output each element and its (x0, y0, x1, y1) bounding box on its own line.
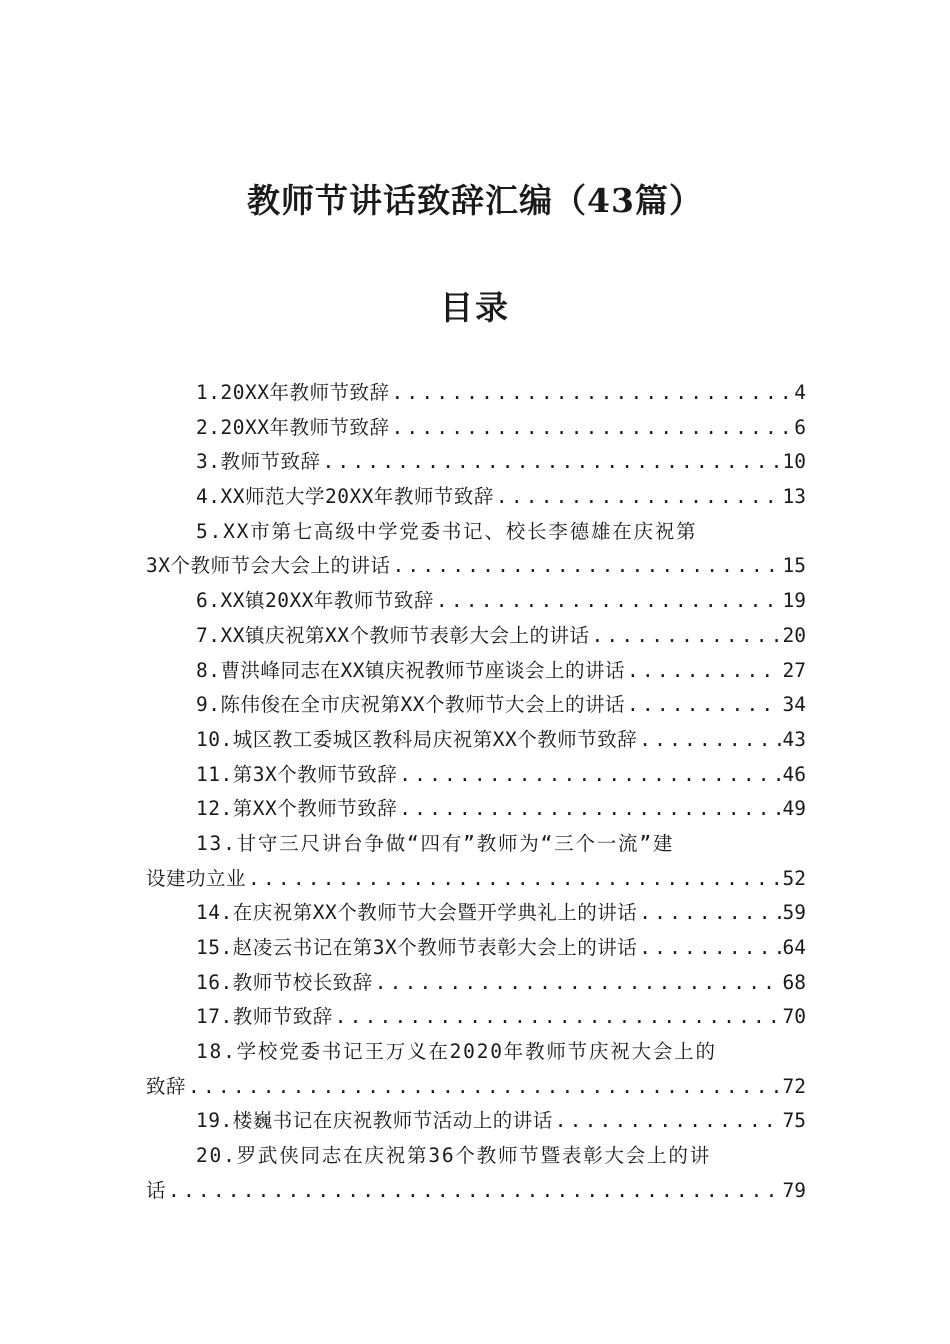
toc-entry[interactable] (146, 1035, 806, 1104)
toc-entry-line (146, 549, 806, 584)
toc-entry-line (146, 480, 806, 515)
toc-leader-dots (389, 411, 792, 446)
toc-entry-title: 10.城区教工委城区教科局庆祝第XX个教师节致辞 (196, 727, 638, 751)
toc-entry-line (146, 445, 806, 480)
toc-leader-dots (434, 584, 781, 619)
toc-leader-dots (637, 723, 780, 758)
toc-entry-title: 16.教师节校长致辞 (196, 970, 373, 994)
toc-entry[interactable] (146, 966, 806, 1001)
toc-page-number: 72 (782, 1074, 806, 1098)
toc-page-number: 19 (782, 589, 806, 613)
toc-entry-title: 3.教师节致辞 (196, 450, 321, 474)
toc-entry-title: 8.曹洪峰同志在XX镇庆祝教师节座谈会上的讲话 (196, 658, 625, 682)
document-title: 教师节讲话致辞汇编（43篇） (247, 181, 703, 220)
toc-leader-dots (373, 966, 781, 1001)
toc-entry[interactable] (146, 758, 806, 793)
toc-entry-title: 话 (146, 1178, 167, 1202)
toc-entry[interactable] (146, 411, 806, 446)
toc-entry[interactable] (146, 688, 806, 723)
toc-entry-line (146, 376, 806, 411)
toc-entry-line (146, 584, 806, 619)
toc-entry-title: 14.在庆祝第XX个教师节大会暨开学典礼上的讲话 (196, 901, 638, 925)
toc-entry-line (146, 723, 806, 758)
toc-entry-title: 2.20XX年教师节致辞 (196, 415, 390, 439)
toc-entry-title: 1.20XX年教师节致辞 (196, 381, 390, 404)
toc-page-number: 79 (782, 1178, 806, 1202)
toc-entry-line (146, 1104, 806, 1139)
toc-page-number: 70 (782, 1005, 806, 1029)
toc-entry[interactable] (146, 1139, 806, 1208)
toc-entry-title: 15.赵凌云书记在第3X个教师节表彰大会上的讲话 (196, 936, 638, 959)
toc-entry-title: 3X个教师节会大会上的讲话 (146, 554, 391, 578)
toc-leader-dots (625, 654, 781, 689)
toc-page-number: 46 (782, 762, 806, 786)
toc-page-number: 64 (782, 936, 806, 959)
toc-page-number: 52 (782, 866, 806, 890)
toc-entry-line (146, 411, 806, 446)
toc-entry[interactable] (146, 376, 806, 411)
toc-page-number: 15 (782, 554, 806, 578)
table-of-contents (146, 376, 806, 1209)
toc-entry-line (146, 654, 806, 689)
toc-leader-dots (625, 688, 781, 723)
toc-page-number: 75 (782, 1109, 806, 1133)
toc-entry[interactable] (146, 1000, 806, 1035)
toc-entry-line (146, 688, 806, 723)
toc-entry-title: 设建功立业 (146, 866, 247, 890)
toc-entry[interactable] (146, 792, 806, 827)
toc-entry-title: 12.第XX个教师节致辞 (196, 797, 398, 821)
toc-entry[interactable] (146, 931, 806, 966)
toc-leader-dots (333, 1000, 781, 1035)
toc-entry[interactable] (146, 723, 806, 758)
toc-entry[interactable] (146, 1104, 806, 1139)
toc-page-number: 68 (782, 970, 806, 994)
toc-entry[interactable] (146, 619, 806, 654)
toc-entry-line (146, 515, 806, 550)
toc-leader-dots (589, 619, 780, 654)
toc-leader-dots (397, 792, 780, 827)
toc-entry-title: 13.甘守三尺讲台争做“四有”教师为“三个一流”建 (196, 831, 675, 855)
toc-page-number: 27 (782, 658, 806, 682)
toc-entry-line (146, 758, 806, 793)
toc-entry[interactable] (146, 515, 806, 584)
toc-leader-dots (389, 376, 792, 411)
toc-page-number: 43 (782, 727, 806, 751)
toc-page-number: 13 (782, 485, 806, 509)
toc-entry-title: 20.罗武侠同志在庆祝第36个教师节暨表彰大会上的讲 (196, 1144, 711, 1168)
toc-entry-line (146, 1174, 806, 1209)
toc-entry-title: 18.学校党委书记王万义在2020年教师节庆祝大会上的 (196, 1040, 717, 1064)
toc-leader-dots (637, 931, 780, 966)
toc-leader-dots (320, 445, 780, 480)
toc-entry-title: 19.楼巍书记在庆祝教师节活动上的讲话 (196, 1109, 553, 1133)
toc-entry-title: 7.XX镇庆祝第XX个教师节表彰大会上的讲话 (196, 623, 590, 647)
toc-entry[interactable] (146, 896, 806, 931)
toc-entry-line (146, 1035, 806, 1070)
toc-entry[interactable] (146, 654, 806, 689)
toc-entry[interactable] (146, 584, 806, 619)
toc-entry-title: 5.XX市第七高级中学党委书记、校长李德雄在庆祝第 (196, 519, 698, 543)
toc-leader-dots (246, 862, 781, 897)
toc-entry-title: 9.陈伟俊在全市庆祝第XX个教师节大会上的讲话 (196, 693, 625, 717)
toc-entry-line (146, 966, 806, 1001)
toc-page-number: 49 (782, 797, 806, 821)
toc-entry-line (146, 896, 806, 931)
toc-entry-line (146, 1070, 806, 1105)
toc-entry[interactable] (146, 480, 806, 515)
toc-leader-dots (637, 896, 780, 931)
toc-entry-line (146, 1139, 806, 1174)
toc-leader-dots (186, 1070, 781, 1105)
toc-entry-title: 4.XX师范大学20XX年教师节致辞 (196, 485, 494, 509)
toc-leader-dots (553, 1104, 781, 1139)
toc-entry-title: 致辞 (146, 1074, 187, 1098)
toc-entry-line (146, 1000, 806, 1035)
toc-leader-dots (390, 549, 780, 584)
toc-entry-title: 17.教师节致辞 (196, 1005, 333, 1029)
toc-page-number: 10 (782, 450, 806, 474)
toc-page-number: 6 (794, 415, 806, 439)
toc-leader-dots (166, 1174, 781, 1209)
toc-page-number: 20 (782, 623, 806, 647)
toc-entry[interactable] (146, 827, 806, 896)
toc-page-number: 4 (794, 381, 806, 404)
toc-entry-title: 6.XX镇20XX年教师节致辞 (196, 589, 434, 613)
toc-page-number: 34 (782, 693, 806, 717)
toc-entry-line (146, 619, 806, 654)
toc-page-number: 59 (782, 901, 806, 925)
toc-heading: 目录 (440, 288, 510, 327)
toc-leader-dots (494, 480, 781, 515)
toc-entry-line (146, 931, 806, 966)
toc-entry-line (146, 862, 806, 897)
toc-entry-title: 11.第3X个教师节致辞 (196, 762, 398, 786)
toc-entry-line (146, 827, 806, 862)
toc-entry-line (146, 792, 806, 827)
toc-leader-dots (397, 758, 780, 793)
toc-entry[interactable] (146, 445, 806, 480)
